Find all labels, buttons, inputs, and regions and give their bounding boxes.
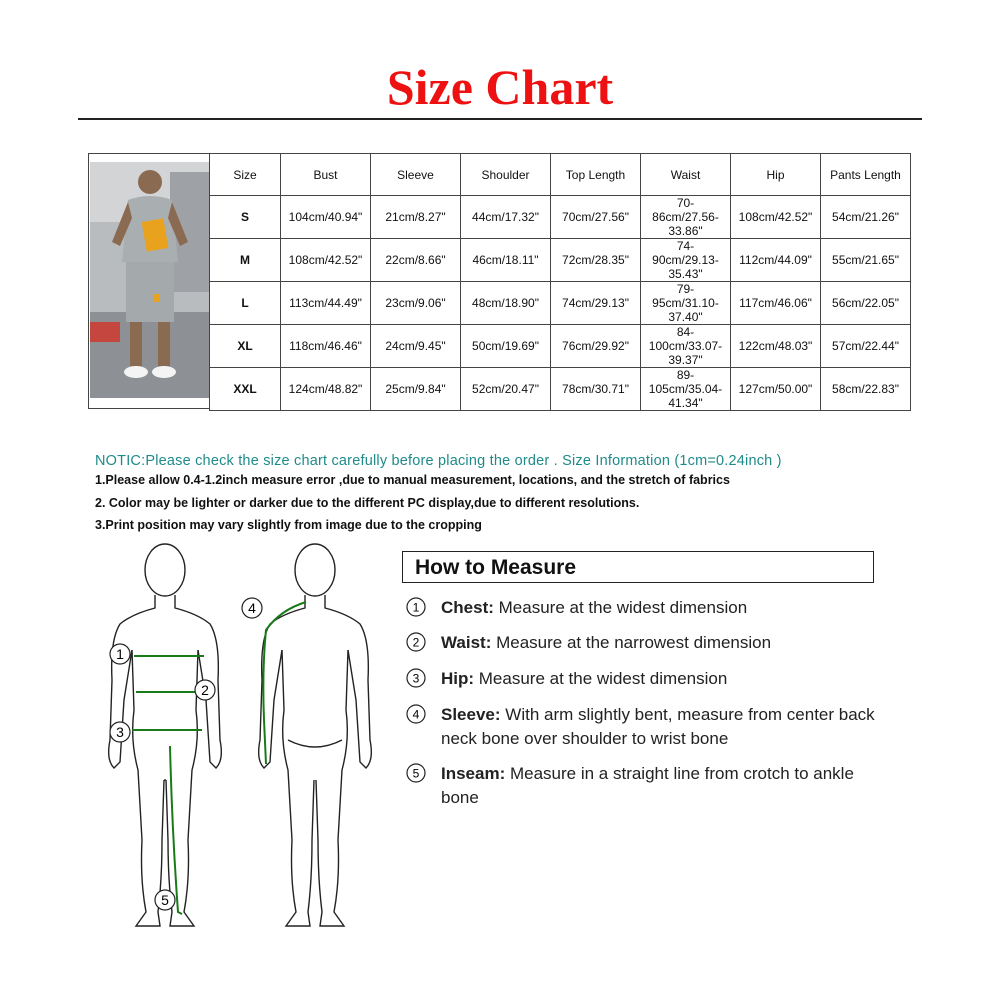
cell-sleeve: 25cm/9.84"	[371, 368, 461, 411]
cell-pants-length: 57cm/22.44"	[821, 325, 911, 368]
cell-hip: 117cm/46.06"	[731, 282, 821, 325]
cell-waist: 89-105cm/35.04-41.34"	[641, 368, 731, 411]
cell-top-length: 74cm/29.13"	[551, 282, 641, 325]
number-2-icon	[405, 631, 427, 653]
title-divider	[78, 118, 922, 120]
cell-bust: 113cm/44.49"	[281, 282, 371, 325]
cell-size: M	[210, 239, 281, 282]
svg-text:4: 4	[412, 707, 420, 722]
table-row	[210, 239, 911, 282]
size-table	[209, 153, 911, 411]
cell-pants-length: 56cm/22.05"	[821, 282, 911, 325]
number-3-icon	[405, 667, 427, 689]
svg-text:1: 1	[412, 600, 420, 615]
front-measure-lines	[132, 656, 204, 914]
cell-size: L	[210, 282, 281, 325]
figure-marker-2	[195, 680, 215, 700]
header-pants-length: Pants Length	[821, 154, 911, 196]
cell-top-length: 70cm/27.56"	[551, 196, 641, 239]
number-4-icon	[405, 703, 427, 725]
cell-size: XXL	[210, 368, 281, 411]
figure-marker-3	[110, 722, 130, 742]
svg-text:3: 3	[412, 671, 420, 686]
table-row	[210, 282, 911, 325]
measure-label: Hip:	[441, 669, 475, 688]
measure-text: Measure at the widest dimension	[474, 669, 728, 688]
cell-sleeve: 22cm/8.66"	[371, 239, 461, 282]
svg-text:2: 2	[201, 682, 209, 698]
svg-text:2: 2	[412, 635, 420, 650]
cell-waist: 84-100cm/33.07-39.37"	[641, 325, 731, 368]
cell-shoulder: 48cm/18.90"	[461, 282, 551, 325]
cell-bust: 108cm/42.52"	[281, 239, 371, 282]
note-1: 1.Please allow 0.4-1.2inch measure error ,due to manual measurement, locations, and the stretch of fabrics	[95, 473, 730, 487]
measure-text: Measure at the widest dimension	[493, 598, 748, 617]
cell-shoulder: 46cm/18.11"	[461, 239, 551, 282]
cell-waist: 79-95cm/31.10-37.40"	[641, 282, 731, 325]
measure-label: Waist:	[441, 633, 492, 652]
cell-pants-length: 55cm/21.65"	[821, 239, 911, 282]
cell-sleeve: 23cm/9.06"	[371, 282, 461, 325]
svg-text:3: 3	[116, 724, 124, 740]
measure-text: Measure in a straight line from crotch to ankle bone	[441, 764, 854, 807]
table-row	[210, 325, 911, 368]
size-notice: NOTIC:Please check the size chart carefully before placing the order . Size Information (1cm=0.24inch )	[95, 453, 782, 469]
cell-waist: 74-90cm/29.13-35.43"	[641, 239, 731, 282]
cell-shoulder: 44cm/17.32"	[461, 196, 551, 239]
figure-marker-1	[110, 644, 130, 664]
header-sleeve: Sleeve	[371, 154, 461, 196]
header-shoulder: Shoulder	[461, 154, 551, 196]
measure-text: Measure at the narrowest dimension	[491, 633, 772, 652]
cell-waist: 70-86cm/27.56-33.86"	[641, 196, 731, 239]
table-row	[210, 368, 911, 411]
cell-bust: 124cm/48.82"	[281, 368, 371, 411]
number-5-icon	[405, 762, 427, 784]
cell-pants-length: 58cm/22.83"	[821, 368, 911, 411]
cell-top-length: 72cm/28.35"	[551, 239, 641, 282]
cell-size: S	[210, 196, 281, 239]
how-to-measure-box	[402, 551, 874, 583]
figure-marker-4	[242, 598, 262, 618]
note-2: 2. Color may be lighter or darker due to the different PC display,due to different resolutions.	[95, 496, 640, 510]
cell-hip: 112cm/44.09"	[731, 239, 821, 282]
page-title: Size Chart	[386, 59, 614, 115]
how-to-measure-title: How to Measure	[415, 556, 577, 579]
table-row	[210, 196, 911, 239]
back-body-figure	[259, 544, 372, 926]
cell-bust: 118cm/46.46"	[281, 325, 371, 368]
number-1-icon	[405, 596, 427, 618]
cell-hip: 127cm/50.00"	[731, 368, 821, 411]
cell-top-length: 78cm/30.71"	[551, 368, 641, 411]
cell-hip: 122cm/48.03"	[731, 325, 821, 368]
cell-hip: 108cm/42.52"	[731, 196, 821, 239]
svg-text:4: 4	[248, 600, 256, 616]
header-waist: Waist	[641, 154, 731, 196]
header-top-length: Top Length	[551, 154, 641, 196]
header-hip: Hip	[731, 154, 821, 196]
svg-text:5: 5	[412, 766, 420, 781]
product-photo	[90, 162, 210, 398]
measure-label: Sleeve:	[441, 705, 501, 724]
svg-text:1: 1	[116, 646, 124, 662]
measure-text: With arm slightly bent, measure from center back neck bone over shoulder to wrist bone	[441, 705, 875, 748]
measure-label: Chest:	[441, 598, 494, 617]
table-header-row	[210, 154, 911, 196]
measure-label: Inseam:	[441, 764, 506, 783]
cell-shoulder: 52cm/20.47"	[461, 368, 551, 411]
cell-sleeve: 24cm/9.45"	[371, 325, 461, 368]
back-measure-lines	[263, 602, 306, 764]
header-bust: Bust	[281, 154, 371, 196]
cell-size: XL	[210, 325, 281, 368]
svg-text:5: 5	[161, 892, 169, 908]
cell-top-length: 76cm/29.92"	[551, 325, 641, 368]
cell-shoulder: 50cm/19.69"	[461, 325, 551, 368]
measurement-figures	[80, 540, 380, 945]
figure-marker-5	[155, 890, 175, 910]
header-size: Size	[210, 154, 281, 196]
cell-sleeve: 21cm/8.27"	[371, 196, 461, 239]
cell-pants-length: 54cm/21.26"	[821, 196, 911, 239]
note-3: 3.Print position may vary slightly from image due to the cropping	[95, 518, 482, 532]
cell-bust: 104cm/40.94"	[281, 196, 371, 239]
